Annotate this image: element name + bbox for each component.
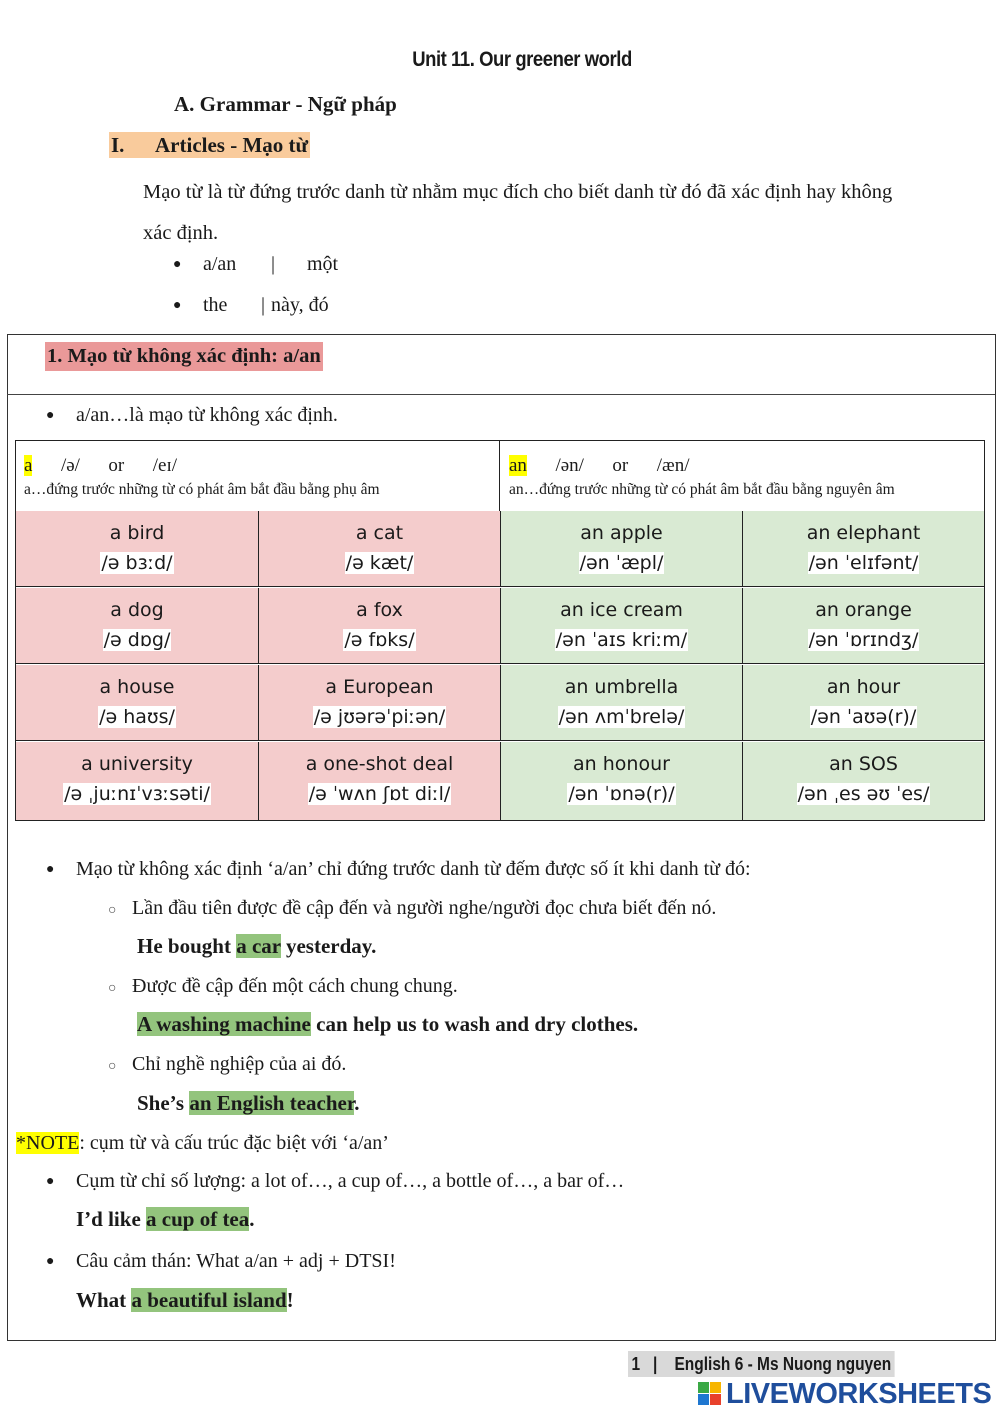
article-an: an <box>509 455 527 476</box>
example-highlight: a beautiful island <box>131 1288 287 1312</box>
vocab-cell <box>259 511 501 587</box>
vocab-word: a bird <box>109 522 165 544</box>
vocab-grid <box>15 511 985 821</box>
vocab-pron: /ən ˈaɪs kriːm/ <box>555 629 688 651</box>
vocab-cell <box>16 665 259 741</box>
vocab-word: an orange <box>815 599 912 621</box>
use-item <box>108 975 458 998</box>
bullet-sep: | <box>271 253 276 275</box>
example-highlight: an English teacher <box>189 1091 355 1115</box>
articles-number: I. <box>111 133 125 157</box>
section1-bullet-text: a/an…là mạo từ không xác định. <box>76 404 338 426</box>
header-an-line <box>509 455 690 477</box>
vocab-word: an ice cream <box>560 599 683 621</box>
vocab-pron: /ə kæt/ <box>345 552 414 574</box>
liveworksheets-brand[interactable] <box>700 1378 991 1408</box>
vocab-cell <box>501 588 743 664</box>
use-example: He bought a car yesterday. <box>137 934 377 958</box>
vocab-cell <box>259 588 501 664</box>
bullet-meaning: này, đó <box>271 294 329 316</box>
circle-bullet-icon: ○ <box>108 903 117 918</box>
bullet-word: the <box>203 294 228 316</box>
bullet-meaning: một <box>307 253 339 275</box>
vocab-pron: /ə ˌjuːnɪˈvɜːsəti/ <box>64 783 210 805</box>
vocab-word: a one-shot deal <box>305 753 454 775</box>
section1-title: 1. Mạo từ không xác định: a/an <box>45 342 323 371</box>
grammar-heading: A. Grammar - Ngữ pháp <box>174 92 397 116</box>
vocab-cell <box>16 588 259 664</box>
usage-bullet <box>46 858 751 881</box>
bullet-dot-icon: ● <box>173 298 182 314</box>
vocab-pron: /ən ˈelɪfənt/ <box>808 552 919 574</box>
vocab-pron: /ən ˈæpl/ <box>579 552 664 574</box>
vocab-word: an elephant <box>806 522 921 544</box>
vocab-pron: /ən ʌmˈbrelə/ <box>558 706 685 728</box>
vocab-pron: /ən ˌes əʊ ˈes/ <box>797 783 930 805</box>
bullet-the <box>173 294 329 317</box>
section-divider <box>7 394 995 395</box>
circle-bullet-icon: ○ <box>108 981 117 996</box>
example-highlight: a car <box>236 934 281 958</box>
unit-title: Unit 11. Our greener world <box>412 48 632 71</box>
desc-an: an…đứng trước những từ có phát âm bắt đầu bằng nguyên âm <box>509 481 895 498</box>
vocab-pron: /ən ˈaʊə(r)/ <box>810 706 917 728</box>
vocab-pron: /ə haʊs/ <box>99 706 175 728</box>
vocab-cell <box>743 742 984 820</box>
use-desc: Lần đầu tiên được đề cập đến và người nghe/người đọc chưa biết đến nó. <box>132 897 717 919</box>
vocab-pron: /ən ˈɒrɪndʒ/ <box>808 629 919 651</box>
vocab-cell <box>743 511 984 587</box>
vocab-word: a house <box>99 676 175 698</box>
note-item <box>46 1250 396 1273</box>
note-line <box>16 1132 389 1155</box>
vocab-pron: /ə bɜːd/ <box>101 552 173 574</box>
bullet-a-an <box>173 253 338 276</box>
note-item <box>46 1170 624 1193</box>
desc-a: a…đứng trước những từ có phát âm bắt đầu bằng phụ âm <box>24 481 380 498</box>
use-desc: Chỉ nghề nghiệp của ai đó. <box>132 1053 347 1075</box>
note-desc: Cụm từ chỉ số lượng: a lot of…, a cup of…, a bottle of…, a bar of… <box>76 1170 625 1192</box>
vocab-word: a cat <box>355 522 404 544</box>
bullet-dot-icon: ● <box>46 408 55 424</box>
note-desc: Câu cảm thán: What a/an + adj + DTSI! <box>76 1250 396 1272</box>
use-item <box>108 1053 346 1076</box>
vocab-cell <box>259 742 501 820</box>
page-footer: 1 | English 6 - Ms Nuong nguyen <box>628 1351 895 1377</box>
header-a-line <box>24 455 177 477</box>
article-table-header <box>15 440 985 514</box>
section1-bullet <box>46 404 338 427</box>
vocab-cell <box>501 665 743 741</box>
vocab-word: a university <box>81 753 193 775</box>
vocab-cell <box>501 511 743 587</box>
header-cell-a <box>16 441 500 513</box>
vocab-word: a dog <box>110 599 164 621</box>
pron-an: /ən/ or /æn/ <box>555 455 690 476</box>
vocab-cell <box>16 511 259 587</box>
bullet-dot-icon: ● <box>46 862 55 878</box>
note-label: *NOTE <box>16 1132 80 1154</box>
bullet-dot-icon: ● <box>46 1174 55 1190</box>
vocab-cell <box>743 665 984 741</box>
vocab-word: a European <box>325 676 434 698</box>
articles-title: Articles - Mạo từ <box>155 133 309 157</box>
use-example: She’s an English teacher. <box>137 1091 360 1115</box>
use-example: A washing machine can help us to wash and dry clothes. <box>137 1012 639 1036</box>
example-highlight: A washing machine <box>137 1012 311 1036</box>
header-cell-an <box>501 441 984 513</box>
vocab-pron: /ə jʊərəˈpiːən/ <box>313 706 446 728</box>
example-highlight: a cup of tea <box>146 1207 250 1231</box>
vocab-word: an hour <box>826 676 901 698</box>
brand-text: LIVEWORKSHEETS <box>726 1378 992 1410</box>
vocab-cell <box>743 588 984 664</box>
note-example: What a beautiful island! <box>76 1288 294 1312</box>
note-example: I’d like a cup of tea. <box>76 1207 255 1231</box>
liveworksheets-logo-icon <box>698 1382 722 1406</box>
circle-bullet-icon: ○ <box>108 1059 117 1074</box>
note-text: : cụm từ và cấu trúc đặc biệt với ‘a/an’ <box>79 1132 389 1154</box>
vocab-pron: /ə ˈwʌn ʃɒt diːl/ <box>308 783 451 805</box>
vocab-cell <box>16 742 259 820</box>
articles-heading <box>109 132 310 158</box>
vocab-word: an umbrella <box>564 676 679 698</box>
article-a: a <box>24 455 33 476</box>
bullet-dot-icon: ● <box>173 257 182 273</box>
vocab-cell <box>259 665 501 741</box>
bullet-dot-icon: ● <box>46 1254 55 1270</box>
vocab-cell <box>501 742 743 820</box>
usage-bullet-text: Mạo từ không xác định ‘a/an’ chỉ đứng trước danh từ đếm được số ít khi danh từ đó: <box>76 858 751 880</box>
bullet-sep: | <box>261 294 266 316</box>
vocab-word: a fox <box>356 599 403 621</box>
vocab-pron: /ən ˈɒnə(r)/ <box>568 783 675 805</box>
vocab-word: an honour <box>573 753 670 775</box>
bullet-word: a/an <box>203 253 237 275</box>
use-item <box>108 897 716 920</box>
vocab-pron: /ə dɒg/ <box>103 629 171 651</box>
use-desc: Được đề cập đến một cách chung chung. <box>132 975 458 997</box>
vocab-word: an apple <box>580 522 663 544</box>
pron-a: /ə/ or /eɪ/ <box>60 455 178 476</box>
intro-text: Mạo từ là từ đứng trước danh từ nhằm mục đích cho biết danh từ đó đã xác định hay không xác định. <box>143 181 893 244</box>
vocab-pron: /ə fɒks/ <box>344 629 415 651</box>
vocab-word: an SOS <box>829 753 898 775</box>
